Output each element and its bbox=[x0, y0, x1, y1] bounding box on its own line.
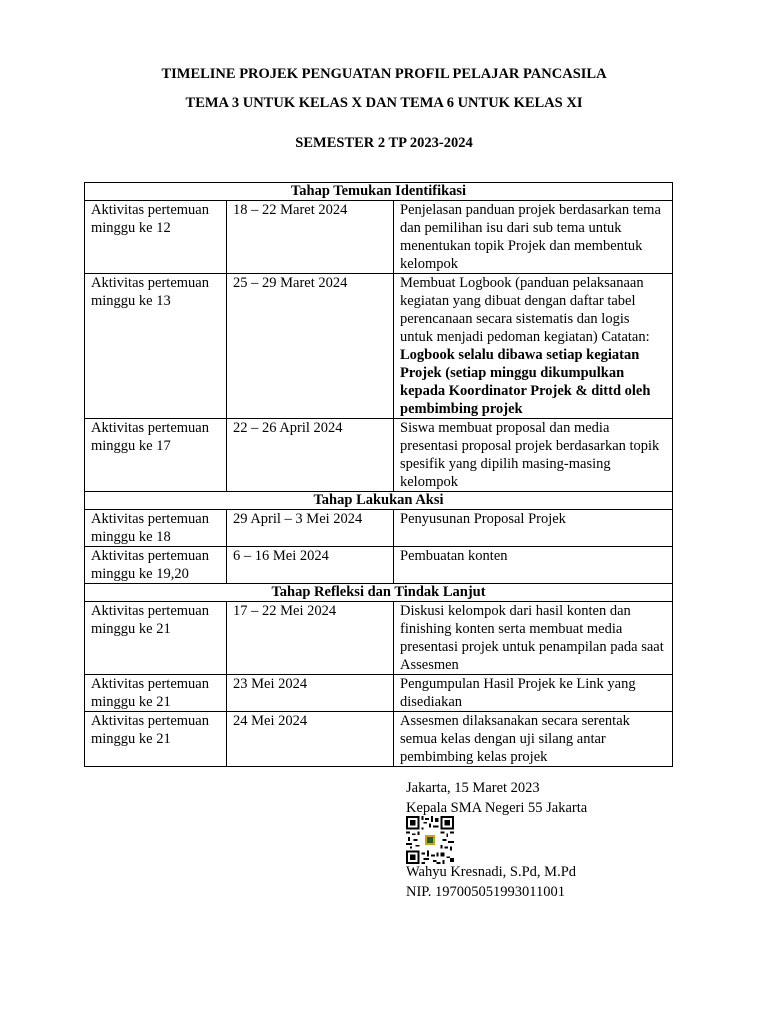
document-subtitle: TEMA 3 UNTUK KELAS X DAN TEMA 6 UNTUK KELAS XI bbox=[185, 95, 583, 111]
description-cell: Siswa membuat proposal dan media presentasi proposal projek berdasarkan topik spesifik yang dipilih masing-masing kelompok bbox=[394, 419, 673, 492]
timeline-table bbox=[84, 182, 673, 767]
logbook-note: Logbook selalu dibawa setiap kegiatan Projek (setiap minggu dikumpulkan kepada Koordinator Projek & dittd oleh pembimbing projek bbox=[400, 347, 651, 417]
description-cell: Penyusunan Proposal Projek bbox=[394, 510, 673, 547]
table-row bbox=[85, 547, 673, 584]
table-row bbox=[85, 510, 673, 547]
table-row bbox=[85, 201, 673, 274]
table-row bbox=[85, 712, 673, 767]
stage-title: Tahap Temukan Identifikasi bbox=[85, 183, 673, 201]
description-cell: Diskusi kelompok dari hasil konten dan finishing konten serta membuat media presentasi projek untuk penampilan pada saat Assesmen bbox=[394, 602, 673, 675]
stage-header-row bbox=[85, 183, 673, 201]
date-cell: 29 April – 3 Mei 2024 bbox=[227, 510, 394, 547]
activity-cell: Aktivitas pertemuan minggu ke 21 bbox=[85, 712, 227, 767]
activity-cell: Aktivitas pertemuan minggu ke 21 bbox=[85, 602, 227, 675]
stage-title: Tahap Lakukan Aksi bbox=[85, 492, 673, 510]
activity-cell: Aktivitas pertemuan minggu ke 21 bbox=[85, 675, 227, 712]
date-cell: 24 Mei 2024 bbox=[227, 712, 394, 767]
stage-header-row bbox=[85, 492, 673, 510]
semester-label: SEMESTER 2 TP 2023-2024 bbox=[295, 135, 473, 151]
date-cell: 22 – 26 April 2024 bbox=[227, 419, 394, 492]
stage-header-row bbox=[85, 584, 673, 602]
activity-cell: Aktivitas pertemuan minggu ke 13 bbox=[85, 274, 227, 419]
date-cell: 6 – 16 Mei 2024 bbox=[227, 547, 394, 584]
table-row bbox=[85, 675, 673, 712]
description-text: Membuat Logbook (panduan pelaksanaan kegiatan yang dibuat dengan daftar tabel perencanaan secara sistematis dan logis untuk menjadi pedoman kegiatan) Catatan: bbox=[400, 275, 650, 345]
description-cell: Penjelasan panduan projek berdasarkan tema dan pemilihan isu dari sub tema untuk menentukan topik Projek dan membentuk kelompok bbox=[394, 201, 673, 274]
date-cell: 25 – 29 Maret 2024 bbox=[227, 274, 394, 419]
stage-title: Tahap Refleksi dan Tindak Lanjut bbox=[85, 584, 673, 602]
qr-code-icon bbox=[406, 816, 454, 864]
date-cell: 23 Mei 2024 bbox=[227, 675, 394, 712]
table-row bbox=[85, 419, 673, 492]
activity-cell: Aktivitas pertemuan minggu ke 18 bbox=[85, 510, 227, 547]
date-cell: 17 – 22 Mei 2024 bbox=[227, 602, 394, 675]
signatory-nip: NIP. 197005051993011001 bbox=[406, 884, 565, 900]
signatory-name: Wahyu Kresnadi, S.Pd, M.Pd bbox=[406, 864, 577, 880]
activity-cell: Aktivitas pertemuan minggu ke 12 bbox=[85, 201, 227, 274]
signature-place-date: Jakarta, 15 Maret 2023 bbox=[406, 780, 540, 796]
activity-cell: Aktivitas pertemuan minggu ke 19,20 bbox=[85, 547, 227, 584]
table-row bbox=[85, 602, 673, 675]
activity-cell: Aktivitas pertemuan minggu ke 17 bbox=[85, 419, 227, 492]
description-cell: Assesmen dilaksanakan secara serentak semua kelas dengan uji silang antar pembimbing kelas projek bbox=[394, 712, 673, 767]
description-cell bbox=[394, 274, 673, 419]
document-title: TIMELINE PROJEK PENGUATAN PROFIL PELAJAR PANCASILA bbox=[161, 66, 607, 82]
date-cell: 18 – 22 Maret 2024 bbox=[227, 201, 394, 274]
signature-position: Kepala SMA Negeri 55 Jakarta bbox=[406, 800, 588, 816]
description-cell: Pengumpulan Hasil Projek ke Link yang disediakan bbox=[394, 675, 673, 712]
table-row bbox=[85, 274, 673, 419]
description-cell: Pembuatan konten bbox=[394, 547, 673, 584]
